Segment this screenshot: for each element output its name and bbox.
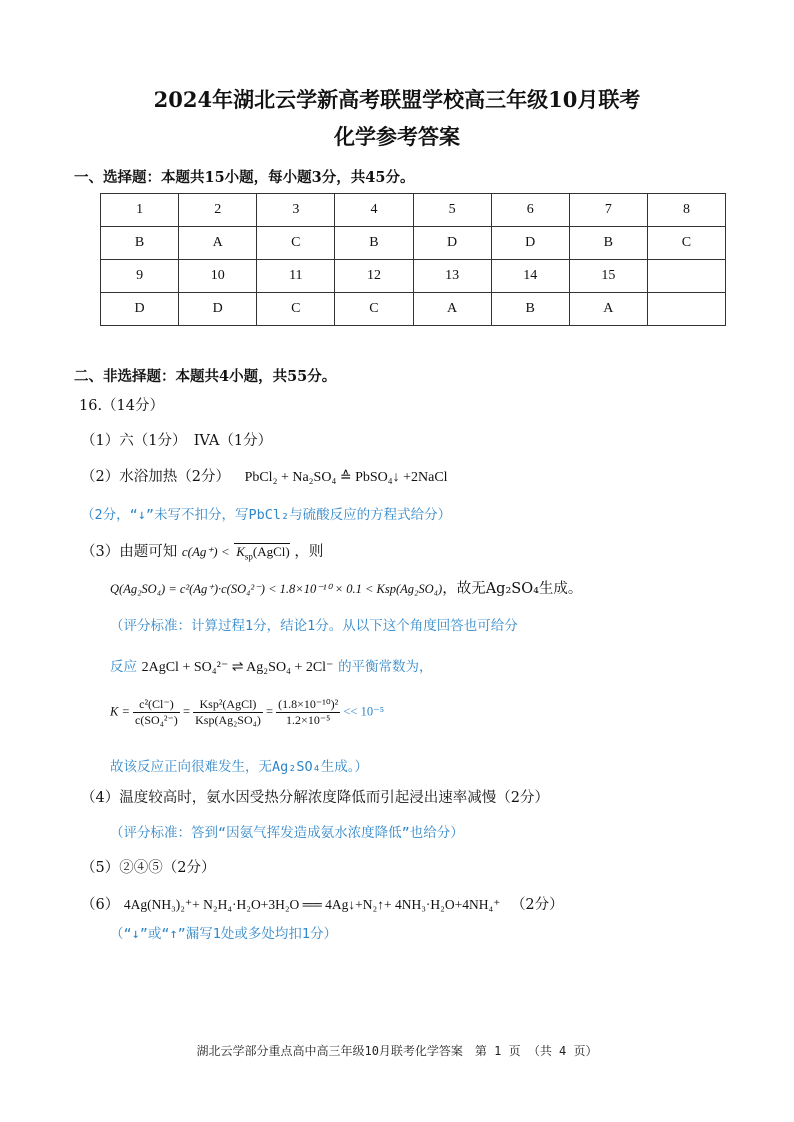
part-3-calc-expression: Q(Ag₂SO₄) = c²(Ag⁺)·c(SO₄²⁻) < 1.8×10⁻¹⁰ × 0.1 < Ksp(Ag₂SO₄) xyxy=(110,582,443,596)
table-cell: 6 xyxy=(491,194,569,227)
table-cell: D xyxy=(491,227,569,260)
table-row-answers xyxy=(101,293,726,326)
answer-part-3-reaction xyxy=(110,655,433,676)
ksp-symbol: K xyxy=(236,544,245,559)
part-3-condition-sqrt xyxy=(234,543,290,562)
k-fraction-1-num: c²(Cl⁻) xyxy=(133,697,180,713)
reaction-suffix: 的平衡常数为， xyxy=(338,659,433,675)
table-cell: D xyxy=(413,227,491,260)
table-cell: C xyxy=(335,293,413,326)
part-6-score: （2分） xyxy=(510,897,564,913)
part-3-intro-text: （3）由题可知 xyxy=(81,544,178,560)
answer-part-4: （4）温度较高时，氨水因受热分解浓度降低而引起浸出速率减慢（2分） xyxy=(81,790,549,806)
table-cell: 15 xyxy=(569,260,647,293)
part-3-conclusion: ，故无Ag₂SO₄生成。 xyxy=(442,581,583,597)
table-cell: B xyxy=(491,293,569,326)
table-cell: C xyxy=(647,227,725,260)
table-cell: B xyxy=(335,227,413,260)
table-cell: 13 xyxy=(413,260,491,293)
table-cell: A xyxy=(569,293,647,326)
k-fraction-3 xyxy=(276,697,340,728)
answer-part-2-label: （2）水浴加热（2分） xyxy=(81,469,230,485)
k-equals-2: = xyxy=(265,704,274,719)
equilibrium-constant-expression xyxy=(110,697,384,728)
table-row-answers xyxy=(101,227,726,260)
k-lhs: K = xyxy=(110,704,130,719)
answer-part-2 xyxy=(81,465,448,486)
answer-part-5: （5）②④⑤（2分） xyxy=(81,860,216,876)
answer-table xyxy=(100,193,726,326)
table-cell: 11 xyxy=(257,260,335,293)
table-cell: D xyxy=(179,293,257,326)
answer-part-3-standard: （评分标准：计算过程1分，结论1分。从以下这个角度回答也可给分 xyxy=(110,618,518,634)
part-3-then: ，则 xyxy=(294,544,324,560)
ksp-compound: (AgCl) xyxy=(252,544,290,559)
answer-part-3-calculation xyxy=(110,577,582,598)
part-6-equation: 4Ag(NH₃)₂⁺+ N₂H₄·H₂O+3H₂O ══ 4Ag↓+N₂↑+ 4NH₃·H₂O+4NH₄⁺ xyxy=(123,897,501,912)
k-fraction-2-den: Ksp(Ag₂SO₄) xyxy=(195,713,261,727)
ksp-subscript: sp xyxy=(244,551,253,562)
table-cell: B xyxy=(101,227,179,260)
table-row-question-numbers xyxy=(101,260,726,293)
answer-part-2-note: （2分，“↓”未写不扣分，写PbCl₂与硫酸反应的方程式给分） xyxy=(81,507,452,523)
table-row-question-numbers xyxy=(101,194,726,227)
table-cell: 10 xyxy=(179,260,257,293)
table-cell: D xyxy=(101,293,179,326)
section-nonchoice-heading: 二、非选择题：本题共4小题，共55分。 xyxy=(74,368,337,385)
answer-part-3-intro xyxy=(81,540,323,561)
table-cell: 5 xyxy=(413,194,491,227)
answer-part-6 xyxy=(81,893,564,914)
answer-part-6-note: （“↓”或“↑”漏写1处或多处均扣1分） xyxy=(110,926,338,942)
k-fraction-1 xyxy=(133,697,180,728)
page-title: 2024年湖北云学新高考联盟学校高三年级10月联考 xyxy=(153,87,641,112)
table-cell xyxy=(647,260,725,293)
k-equals-1: = xyxy=(182,704,190,719)
page-footer: 湖北云学部分重点高中高三年级10月联考化学答案 第 1 页 （共 4 页） xyxy=(196,1044,598,1058)
answer-part-1: （1）六（1分） IVA（1分） xyxy=(81,433,273,449)
k-fraction-1-den: c(SO₄²⁻) xyxy=(135,713,178,727)
question-16-heading: 16.（14分） xyxy=(79,398,165,414)
page-subtitle: 化学参考答案 xyxy=(334,124,460,149)
k-fraction-3-num: (1.8×10⁻¹⁰)² xyxy=(278,697,339,711)
table-cell: A xyxy=(413,293,491,326)
table-cell: 14 xyxy=(491,260,569,293)
table-cell: C xyxy=(257,293,335,326)
table-cell: 7 xyxy=(569,194,647,227)
table-cell: 8 xyxy=(647,194,725,227)
part-6-label: （6） xyxy=(81,897,120,913)
answer-part-2-equation: PbCl₂ + Na₂SO₄ ≙ PbSO₄↓ +2NaCl xyxy=(244,470,448,485)
answer-part-3-final: 故该反应正向很难发生，无Ag₂SO₄生成。） xyxy=(110,759,369,775)
table-cell: 2 xyxy=(179,194,257,227)
section-choice-heading: 一、选择题：本题共15小题，每小题3分，共45分。 xyxy=(74,169,415,186)
table-cell: 4 xyxy=(335,194,413,227)
part-3-condition-left: c(Ag⁺) < xyxy=(181,544,230,559)
table-cell xyxy=(647,293,725,326)
answer-part-4-note: （评分标准：答到“因氨气挥发造成氨水浓度降低”也给分） xyxy=(110,825,464,841)
table-cell: C xyxy=(257,227,335,260)
reaction-equation: 2AgCl + SO₄²⁻ ⇌ Ag₂SO₄ + 2Cl⁻ xyxy=(141,660,334,675)
table-cell: 1 xyxy=(101,194,179,227)
table-cell: 9 xyxy=(101,260,179,293)
k-fraction-2-num: Ksp²(AgCl) xyxy=(193,697,263,713)
k-fraction-3-den: 1.2×10⁻⁵ xyxy=(286,713,331,727)
k-fraction-2 xyxy=(193,697,263,728)
reaction-prefix: 反应 xyxy=(110,659,137,675)
k-comparison: << 10⁻⁵ xyxy=(343,704,385,719)
table-cell: A xyxy=(179,227,257,260)
table-cell: 12 xyxy=(335,260,413,293)
table-cell: B xyxy=(569,227,647,260)
table-cell: 3 xyxy=(257,194,335,227)
